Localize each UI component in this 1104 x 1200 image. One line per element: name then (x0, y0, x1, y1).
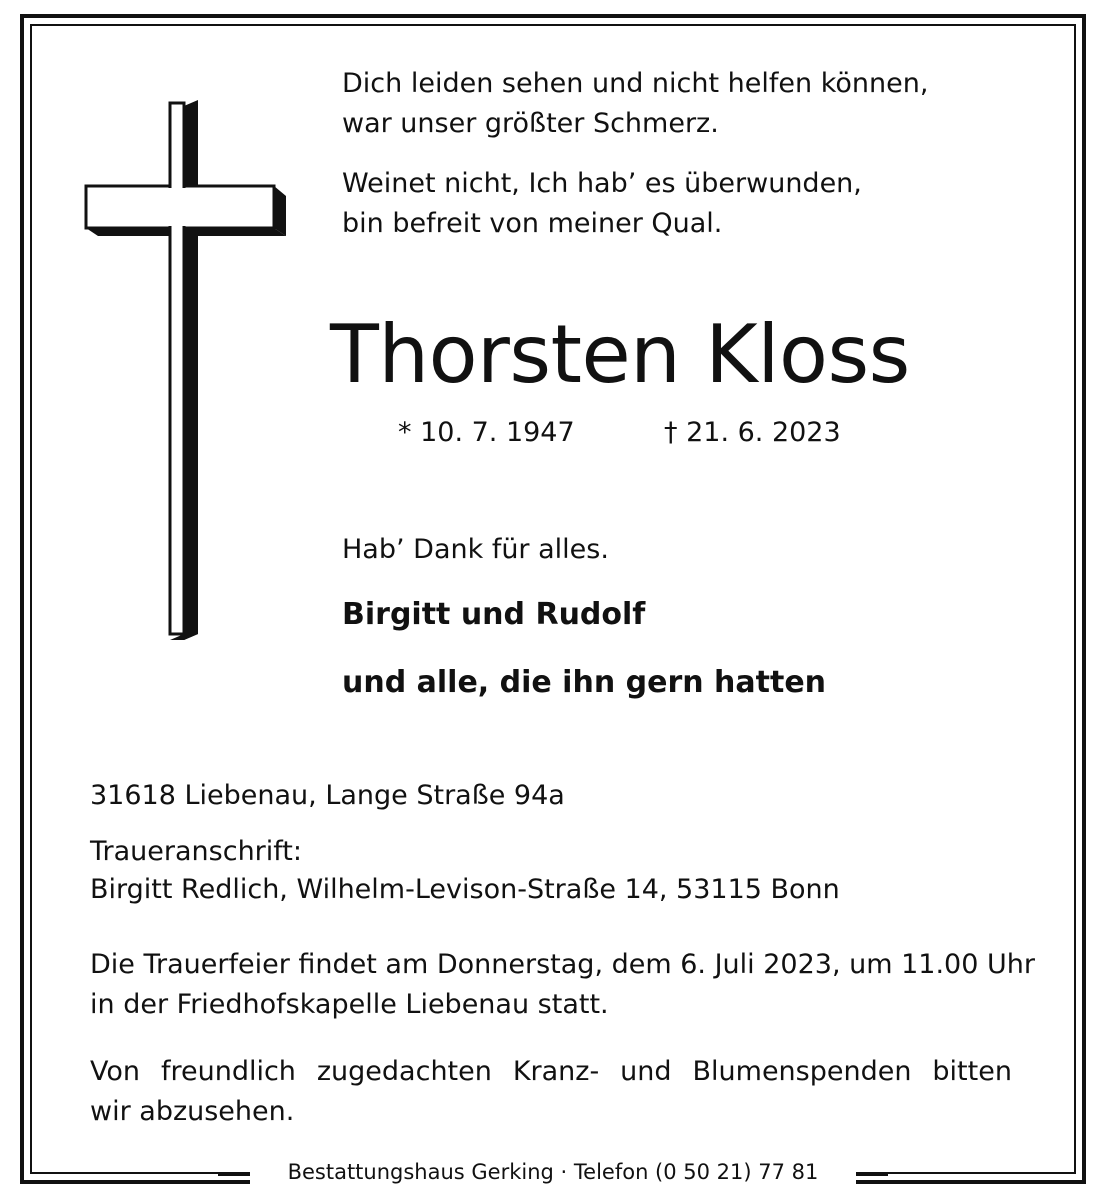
birth-date: * 10. 7. 1947 (398, 417, 575, 448)
funeral-home-contact: Bestattungshaus Gerking · Telefon (0 50 21) 77 81 (250, 1152, 856, 1192)
verse-stanza-2 (342, 164, 862, 244)
donations-word: zugedachten (316, 1056, 492, 1087)
donations-line-2: wir abzusehen. (90, 1096, 295, 1127)
deceased-name: Thorsten Kloss (330, 308, 910, 401)
donations-word: freundlich (160, 1056, 296, 1087)
home-address: 31618 Liebenau, Lange Straße 94a (90, 780, 565, 811)
mourners-others: und alle, die ihn gern hatten (342, 665, 827, 700)
verse-line: war unser größter Schmerz. (342, 108, 719, 139)
thanks-line: Hab’ Dank für alles. (342, 534, 609, 565)
mourning-address (90, 833, 840, 909)
service-info (90, 945, 1035, 1025)
mourning-address-value: Birgitt Redlich, Wilhelm-Levison-Straße 14, 53115 Bonn (90, 874, 840, 905)
death-date: † 21. 6. 2023 (664, 417, 841, 448)
verse-line: Weinet nicht, Ich hab’ es überwunden, (342, 168, 862, 199)
verse-line: Dich leiden sehen und nicht helfen können, (342, 68, 929, 99)
donations-word: Von (90, 1056, 141, 1087)
donations-word: Kranz- (512, 1056, 600, 1087)
donations-note (90, 1052, 1012, 1132)
verse-line: bin befreit von meiner Qual. (342, 208, 723, 239)
mourning-address-label: Traueranschrift: (90, 836, 302, 867)
service-line: in der Friedhofskapelle Liebenau statt. (90, 989, 609, 1020)
service-line: Die Trauerfeier findet am Donnerstag, dem 6. Juli 2023, um 11.00 Uhr (90, 949, 1035, 980)
donations-word: bitten (932, 1056, 1012, 1087)
verse-stanza-1 (342, 64, 928, 144)
donations-word: und (620, 1056, 672, 1087)
footer (218, 1152, 888, 1192)
donations-line-1 (90, 1052, 1012, 1092)
cross-icon (84, 100, 286, 640)
donations-word: Blumenspenden (692, 1056, 912, 1087)
mourners-names: Birgitt und Rudolf (342, 597, 646, 632)
